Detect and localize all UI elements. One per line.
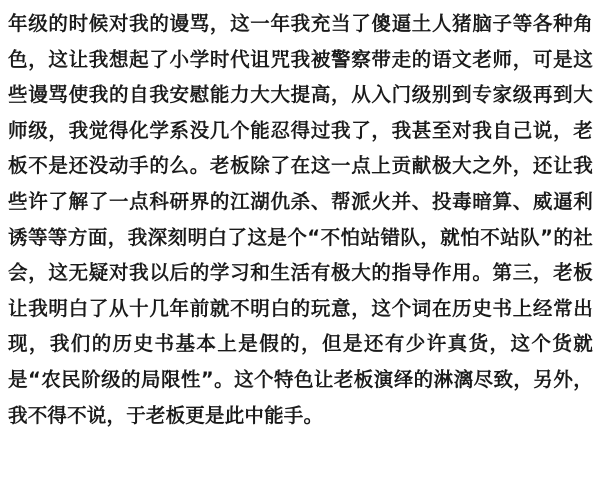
passage-paragraph: 年级的时候对我的谩骂，这一年我充当了傻逼土人猪脑子等各种角色，这让我想起了小学时代诅咒我被警察带走的语文老师，可是这些谩骂使我的自我安慰能力大大提高，从入门级别到专家级再到大师级，我觉得化学系没几个能忍得过我了，我甚至对我自己说，老板不是还没动手的么。老板除了在这一点上贡献极大之外，还让我些许了解了一点科研界的江湖仇杀、帮派火并、投毒暗算、威逼利诱等等方面，我深刻明白了这是个“不怕站错队，就怕不站队”的社会，这无疑对我以后的学习和生活有极大的指导作用。第三，老板让我明白了从十几年前就不明白的玩意，这个词在历史书上经常出现，我们的历史书基本上是假的，但是还有少许真货，这个货就是“农民阶级的局限性”。这个特色让老板演绎的淋漓尽致，另外，我不得不说，于老板更是此中能手。 [8,12,593,427]
